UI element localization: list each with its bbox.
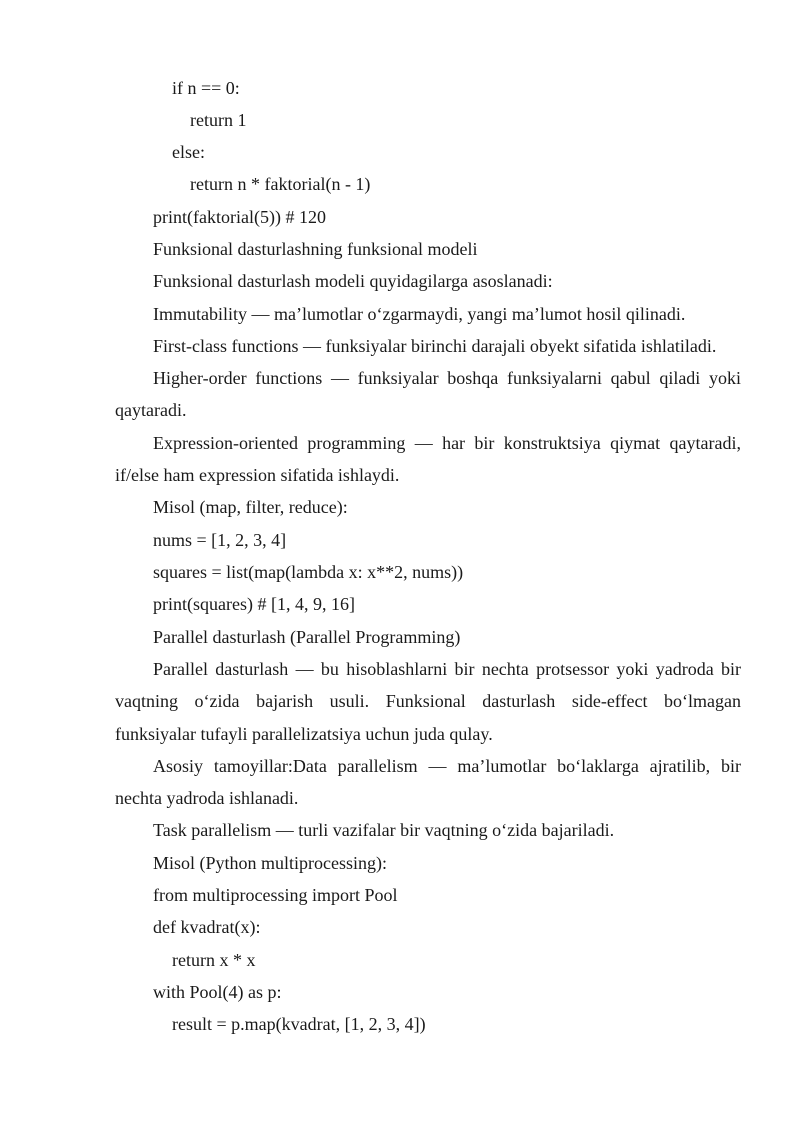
paragraph-line-justified: vaqtning o‘zida bajarish usuli. Funksional dasturlash side-effect bo‘lmagan: [115, 691, 741, 711]
code-line-squares: squares = list(map(lambda x: x**2, nums)): [153, 562, 464, 582]
paragraph-line: nechta yadroda ishlanadi.: [115, 788, 299, 808]
paragraph-line-justified: Expression-oriented programming — har bir konstruktsiya qiymat qaytaradi,: [153, 433, 741, 453]
code-line-print-faktorial: print(faktorial(5)) # 120: [153, 207, 326, 227]
section-heading-parallel: Parallel dasturlash (Parallel Programming): [153, 627, 461, 647]
code-line-else: else:: [172, 142, 205, 162]
paragraph-line: First-class functions — funksiyalar birinchi darajali obyekt sifatida ishlatiladi.: [153, 336, 717, 356]
code-line-return-square: return x * x: [172, 950, 256, 970]
code-line-def-kvadrat: def kvadrat(x):: [153, 917, 261, 937]
paragraph-line: if/else ham expression sifatida ishlaydi.: [115, 465, 400, 485]
code-line-print-squares: print(squares) # [1, 4, 9, 16]: [153, 594, 355, 614]
code-line-return-recursive: return n * faktorial(n - 1): [190, 174, 371, 194]
section-heading-functional-model: Funksional dasturlashning funksional modeli: [153, 239, 478, 259]
paragraph-line: Task parallelism — turli vazifalar bir vaqtning o‘zida bajariladi.: [153, 820, 615, 840]
paragraph-line: qaytaradi.: [115, 400, 187, 420]
paragraph-line: Immutability — ma’lumotlar o‘zgarmaydi, yangi ma’lumot hosil qilinadi.: [153, 304, 686, 324]
paragraph-line: Misol (map, filter, reduce):: [153, 497, 348, 517]
code-line-with-pool: with Pool(4) as p:: [153, 982, 282, 1002]
paragraph-line: Funksional dasturlash modeli quyidagilarga asoslanadi:: [153, 271, 553, 291]
paragraph-line: funksiyalar tufayli parallelizatsiya uchun juda qulay.: [115, 724, 493, 744]
code-line-nums: nums = [1, 2, 3, 4]: [153, 530, 287, 550]
code-line-if: if n == 0:: [172, 78, 240, 98]
code-line-return-1: return 1: [190, 110, 247, 130]
code-line-result: result = p.map(kvadrat, [1, 2, 3, 4]): [172, 1014, 426, 1034]
code-line-import: from multiprocessing import Pool: [153, 885, 398, 905]
paragraph-line-justified: Parallel dasturlash — bu hisoblashlarni bir nechta protsessor yoki yadroda bir: [153, 659, 741, 679]
paragraph-line: Misol (Python multiprocessing):: [153, 853, 387, 873]
paragraph-line-justified: Higher-order functions — funksiyalar boshqa funksiyalarni qabul qiladi yoki: [153, 368, 741, 388]
paragraph-line-justified: Asosiy tamoyillar:Data parallelism — ma’lumotlar bo‘laklarga ajratilib, bir: [153, 756, 741, 776]
